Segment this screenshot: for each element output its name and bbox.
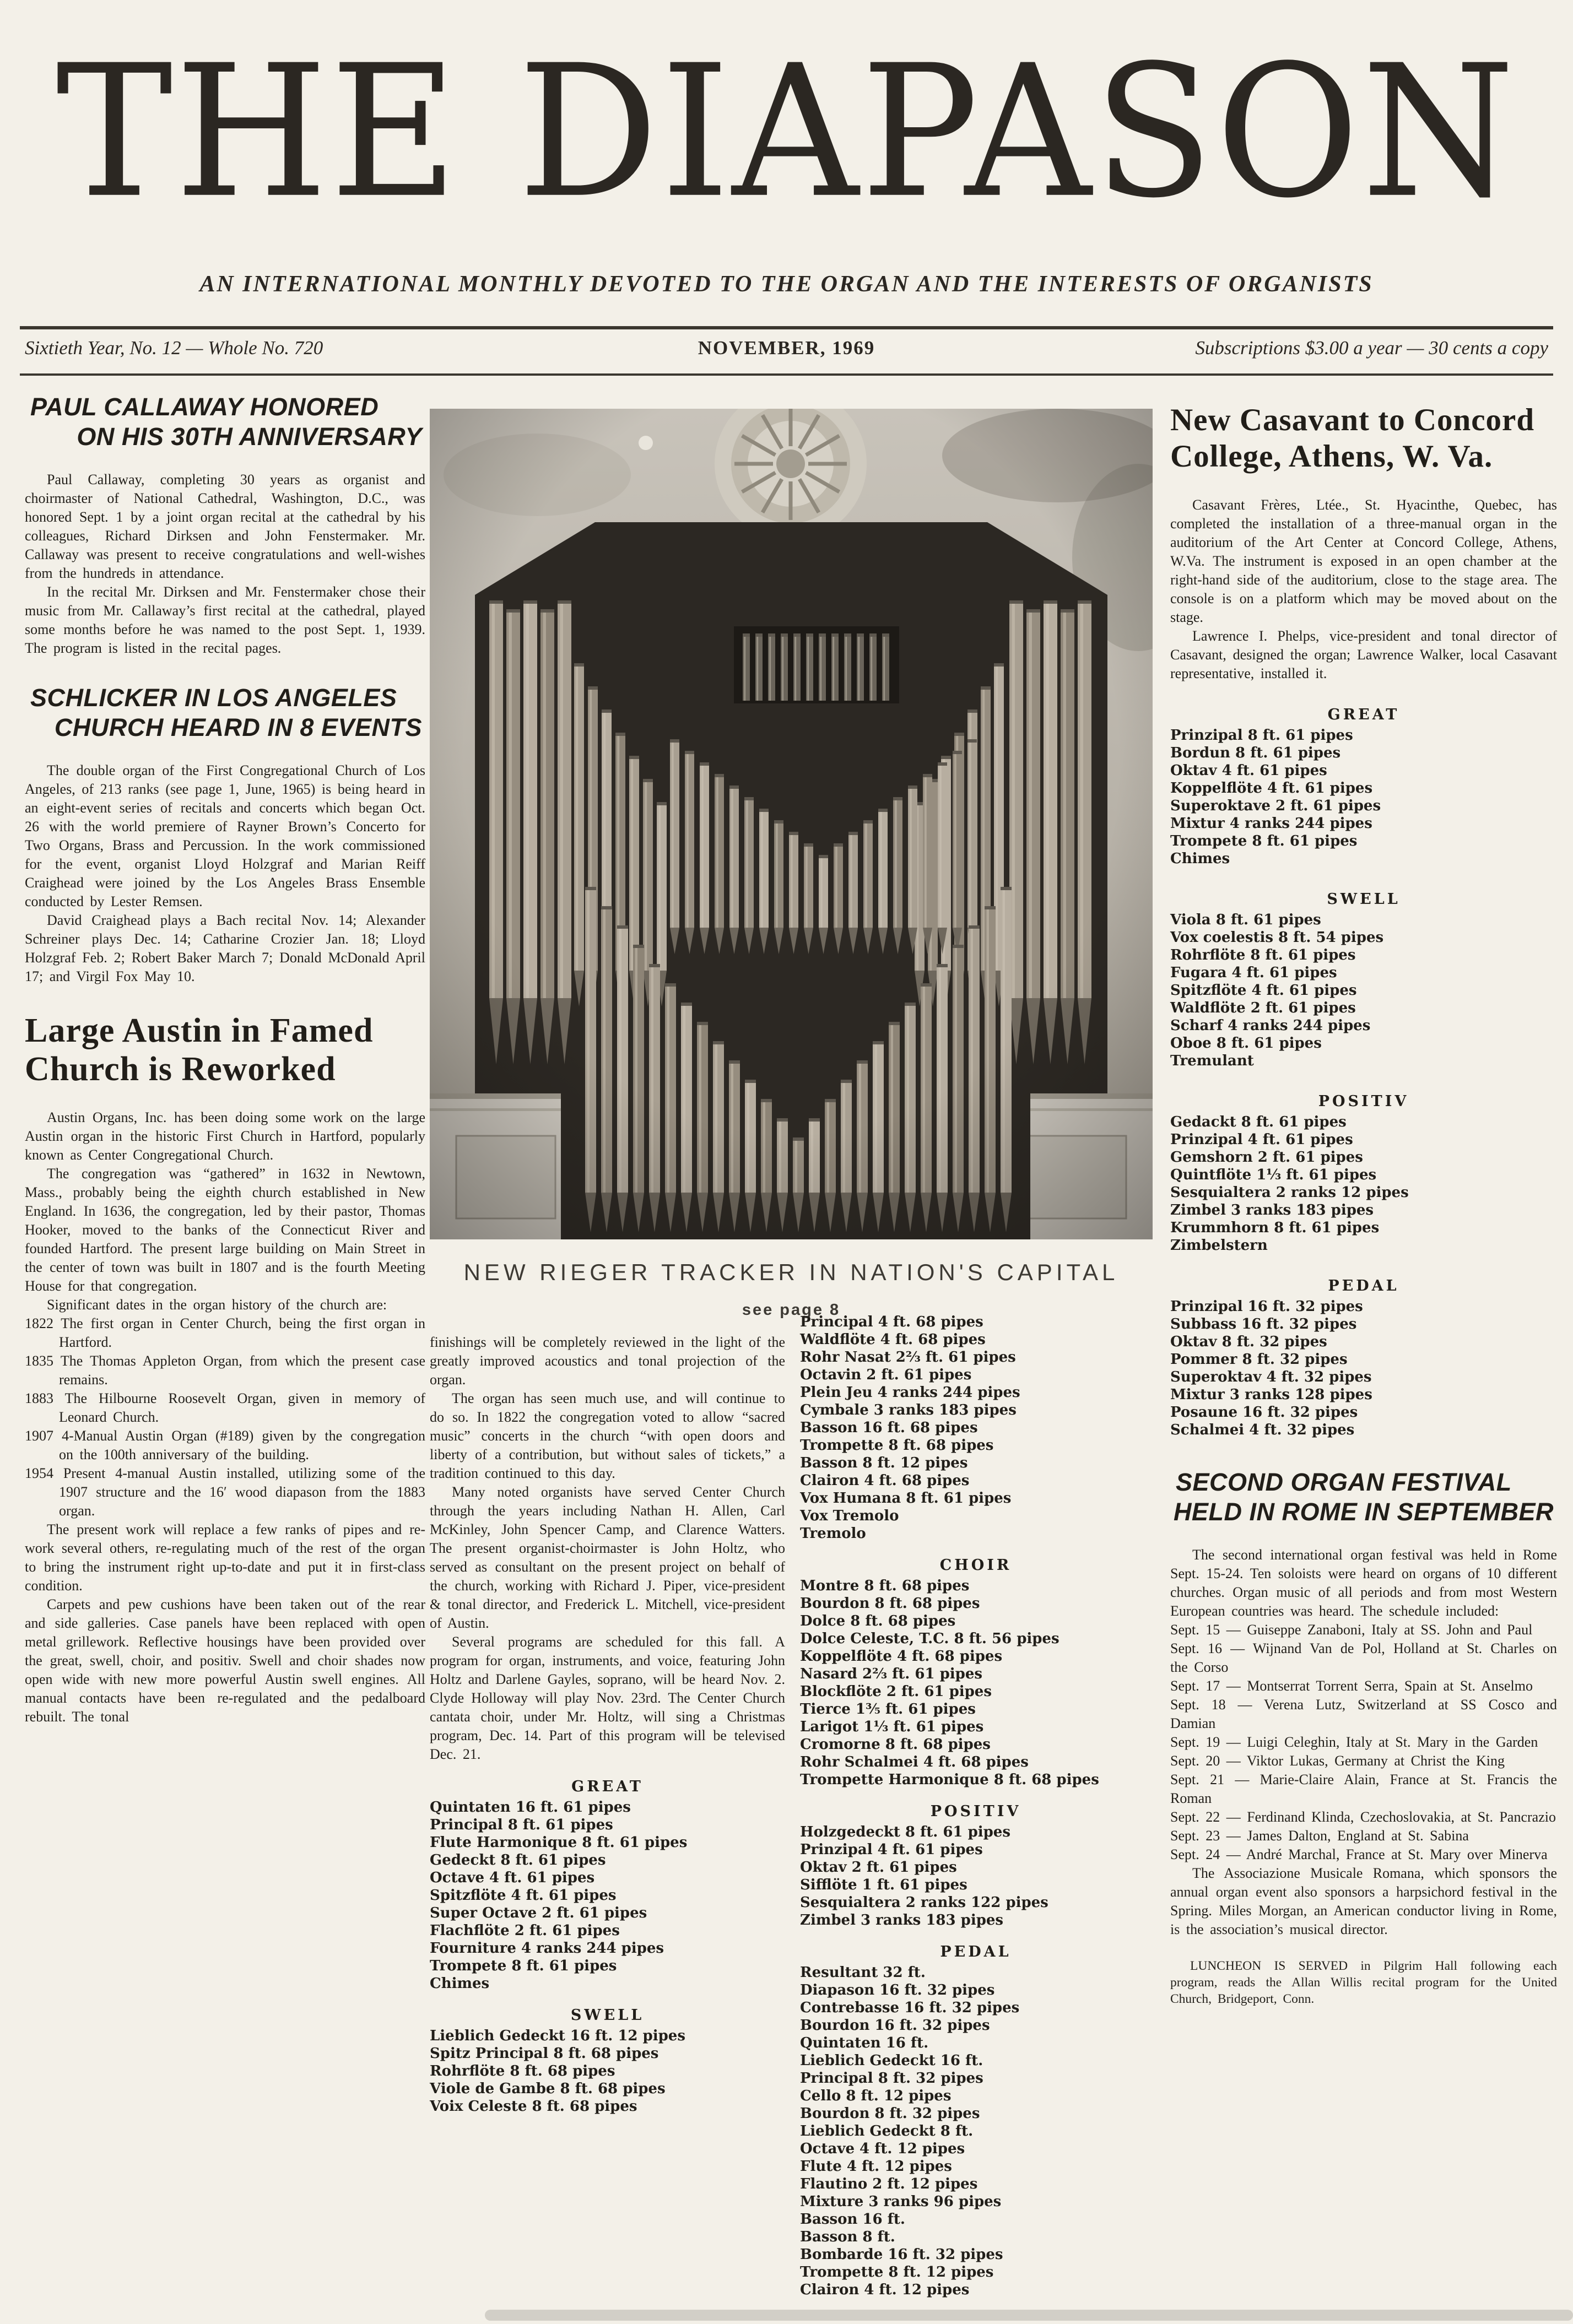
stops-list-pedal: [800, 1964, 1152, 2299]
stop-row: Trompete 8 ft. 61 pipes: [430, 1958, 617, 1974]
stop-row: Principal 4 ft. 68 pipes: [800, 1314, 983, 1330]
stop-row: Bourdon 8 ft. 68 pipes: [800, 1595, 980, 1612]
stop-group-label: SWELL: [1327, 891, 1401, 908]
paragraph: The organ has seen much use, and will continue to do so. In 1822 the congregation voted to allow “sacred music” concerts in the church “with open doors and liberty of a contribution, but without sales of tickets,” a tradition continued to this day.: [430, 1390, 785, 1481]
schedule-item: Sept. 16 — Wijnand Van de Pol, Holland at St. Charles on the Corso: [1170, 1640, 1557, 1675]
stop-row: Rohrflöte 8 ft. 61 pipes: [1170, 947, 1356, 963]
paragraph: finishings will be completely reviewed in the light of the greatly improved acoustics and tonal projection of the organ.: [430, 1334, 785, 1388]
stop-row: Zimbel 3 ranks 183 pipes: [1170, 1202, 1374, 1218]
stop-row: Vox coelestis 8 ft. 54 pipes: [1170, 929, 1384, 946]
stop-row: Chimes: [430, 1975, 490, 1992]
organ-photo-graphic: [430, 409, 1153, 1239]
stop-row: Oktav 4 ft. 61 pipes: [1170, 762, 1327, 779]
stops-list-positiv: [800, 1823, 1152, 1929]
stop-row: Octave 4 ft. 12 pipes: [800, 2141, 965, 2157]
date-item: 1907 4-Manual Austin Organ (#189) given by the congregation on the 100th anniversary of the building.: [25, 1428, 425, 1462]
scan-artifact: [485, 2310, 1573, 2321]
stop-row: Vox Tremolo: [800, 1508, 899, 1524]
stop-row: Dolce Celeste, T.C. 8 ft. 56 pipes: [800, 1630, 1060, 1647]
schedule-item: Sept. 18 — Verena Lutz, Switzerland at SS Cosco and Damian: [1170, 1697, 1557, 1731]
schedule-item: Sept. 19 — Luigi Celeghin, Italy at St. Mary in the Garden: [1170, 1734, 1538, 1750]
stops-list-choir: [800, 1577, 1152, 1789]
stop-row: Bombarde 16 ft. 32 pipes: [800, 2246, 1003, 2263]
schedule-item: Sept. 23 — James Dalton, England at St. Sabina: [1170, 1828, 1469, 1844]
stop-row: Diapason 16 ft. 32 pipes: [800, 1982, 995, 1998]
stop-row: Contrebasse 16 ft. 32 pipes: [800, 2000, 1020, 2016]
stop-row: Waldflöte 2 ft. 61 pipes: [1170, 1000, 1356, 1016]
stop-row: Oktav 8 ft. 32 pipes: [1170, 1334, 1327, 1350]
stop-row: Flachflöte 2 ft. 61 pipes: [430, 1922, 620, 1939]
divider-rule-bottom: [20, 373, 1553, 376]
column-1: [25, 392, 425, 1752]
paragraph: The congregation was “gathered” in 1632 in Newtown, Mass., probably being the eighth church established in New England. In 1636, the congregation, led by their pastor, Thomas Hooker, moved to the banks of the Connecticut River and founded Hartford. The present large building on Main Street in the center of town was built in 1807 and is the fourth Meeting House for that congregation.: [25, 1166, 425, 1294]
organ-photo: [430, 409, 1153, 1239]
stop-row: Schalmei 4 ft. 32 pipes: [1170, 1422, 1355, 1438]
article-headline: [25, 1011, 425, 1088]
paragraph: The double organ of the First Congregational Church of Los Angeles, of 213 ranks (see page 1, June, 1965) is being heard in an eight-event series of recitals and concerts which began Oct. 26 with the world premiere of Rayner Brown’s Concerto for Two Organs, Brass and Percussion. In the work commissioned for the event, organist Lloyd Holzgraf and Marian Reiff Craighead were joined by the Los Angeles Brass Ensemble conducted by Lester Remsen.: [25, 762, 425, 909]
stop-row: Larigot 1⅓ ft. 61 pipes: [800, 1719, 984, 1735]
date-item: 1883 The Hilbourne Roosevelt Organ, given in memory of Leonard Church.: [25, 1390, 425, 1425]
headline-line: Large Austin in Famed: [25, 1012, 374, 1049]
stop-row: Lieblich Gedeckt 16 ft.: [800, 2052, 983, 2069]
stop-row: Spitz Principal 8 ft. 68 pipes: [430, 2045, 659, 2062]
stop-row: Montre 8 ft. 68 pipes: [800, 1578, 970, 1594]
article-austin: [25, 1011, 425, 1726]
stop-row: Viola 8 ft. 61 pipes: [1170, 912, 1321, 928]
schedule-item: Sept. 17 — Montserrat Torrent Serra, Spain at St. Anselmo: [1170, 1678, 1533, 1694]
stops-list-pedal: [1170, 1298, 1557, 1439]
headline-line: Church is Reworked: [25, 1050, 336, 1088]
luncheon-note: [1170, 1958, 1557, 2007]
stop-row: Nasard 2⅔ ft. 61 pipes: [800, 1666, 983, 1682]
stop-row: Lieblich Gedeckt 8 ft.: [800, 2123, 974, 2139]
stop-row: Prinzipal 4 ft. 61 pipes: [800, 1841, 983, 1858]
stop-row: Clairon 4 ft. 68 pipes: [800, 1472, 970, 1489]
stop-row: Vox Humana 8 ft. 61 pipes: [800, 1490, 1012, 1507]
article-body: [1170, 1864, 1557, 1939]
column-4: [1170, 402, 1557, 2007]
stop-row: Plein Jeu 4 ranks 244 pipes: [800, 1384, 1020, 1401]
schedule-item: Sept. 22 — Ferdinand Klinda, Czechoslovakia, at St. Pancrazio: [1170, 1809, 1556, 1825]
issue-number: Sixtieth Year, No. 12 — Whole No. 720: [25, 337, 323, 359]
stop-group-label: POSITIV: [930, 1803, 1021, 1820]
stop-row: Basson 16 ft. 68 pipes: [800, 1420, 978, 1436]
stop-row: Scharf 4 ranks 244 pipes: [1170, 1017, 1371, 1034]
stop-row: Octavin 2 ft. 61 pipes: [800, 1367, 972, 1383]
paragraph: Casavant Frères, Ltée., St. Hyacinthe, Quebec, has completed the installation of a three-manual organ in the auditorium of the Art Center at Concord College, Athens, W.Va. The instrument is exposed in an open chamber at the right-hand side of the auditorium, close to the stage area. The console is on a platform which may be moved about on the stage.: [1170, 497, 1557, 625]
article-body: [25, 1108, 425, 1314]
stop-row: Dolce 8 ft. 68 pipes: [800, 1613, 956, 1629]
stop-row: Gemshorn 2 ft. 61 pipes: [1170, 1149, 1363, 1166]
stop-row: Quintaten 16 ft.: [800, 2035, 929, 2051]
stop-row: Sifflöte 1 ft. 61 pipes: [800, 1877, 967, 1893]
date-item: 1835 The Thomas Appleton Organ, from which the present case remains.: [25, 1353, 425, 1388]
stop-row: Rohr Nasat 2⅔ ft. 61 pipes: [800, 1349, 1016, 1366]
article-callaway: [25, 392, 425, 658]
stop-row: Tremulant: [1170, 1053, 1254, 1069]
stop-group-label: PEDAL: [940, 1943, 1012, 1960]
stop-row: Principal 8 ft. 32 pipes: [800, 2070, 983, 2087]
stop-row: Principal 8 ft. 61 pipes: [430, 1817, 613, 1833]
stop-row: Basson 8 ft.: [800, 2229, 895, 2245]
stop-row: Octave 4 ft. 61 pipes: [430, 1870, 595, 1886]
stop-group-label: CHOIR: [939, 1557, 1012, 1574]
article-headline: [1170, 402, 1557, 475]
caption-page-ref: see page 8: [742, 1301, 841, 1319]
article-body: [25, 761, 425, 986]
paragraph: The Associazione Musicale Romana, which sponsors the annual organ event also sponsors a harpsichord festival in the Spring. Miles Morgan, an American conductor living in Rome, is the association’s musical director.: [1170, 1865, 1557, 1937]
stop-row: Rohrflöte 8 ft. 68 pipes: [430, 2063, 615, 2079]
stop-row: Zimbel 3 ranks 183 pipes: [800, 1912, 1004, 1928]
headline-line: ON HIS 30TH ANNIVERSARY: [77, 422, 422, 451]
schedule-item: Sept. 21 — Marie-Claire Alain, France at St. Francis the Roman: [1170, 1772, 1557, 1806]
masthead-subtitle: AN INTERNATIONAL MONTHLY DEVOTED TO THE ORGAN AND THE INTERESTS OF ORGANISTS: [199, 272, 1374, 297]
stop-row: Fugara 4 ft. 61 pipes: [1170, 965, 1337, 981]
headline-line: PAUL CALLAWAY HONORED: [30, 393, 379, 421]
paragraph: The second international organ festival was held in Rome Sept. 15-24. Ten soloists were heard on organs of 10 different churches. Organ music of all periods and from most Western European countries was heard. The schedule included:: [1170, 1547, 1557, 1619]
article-headline: [25, 392, 425, 452]
stop-row: Superoktave 2 ft. 61 pipes: [1170, 798, 1381, 814]
stop-row: Krummhorn 8 ft. 61 pipes: [1170, 1220, 1380, 1236]
article-body: [1170, 496, 1557, 683]
stop-row: Lieblich Gedeckt 16 ft. 12 pipes: [430, 2028, 685, 2044]
stop-row: Voix Celeste 8 ft. 68 pipes: [430, 2098, 637, 2115]
stop-row: Sesquialtera 2 ranks 12 pipes: [1170, 1184, 1409, 1201]
stop-row: Spitzflöte 4 ft. 61 pipes: [430, 1887, 617, 1904]
organ-history-dates: [25, 1314, 425, 1520]
stop-row: Tremolo: [800, 1525, 866, 1542]
photo-caption: [430, 1259, 1153, 1319]
date-item: 1954 Present 4-manual Austin installed, utilizing some of the 1907 structure and the 16′ wood diapason from the 1883 organ.: [25, 1465, 425, 1519]
paragraph: Lawrence I. Phelps, vice-president and tonal director of Casavant, designed the organ; Lawrence Walker, local Casavant representative, installed it.: [1170, 628, 1557, 681]
paragraph: Paul Callaway, completing 30 years as organist and choirmaster of National Cathedral, Washington, D.C., was honored Sept. 1 by a joint organ recital at the cathedral by his colleagues, Richard Dirksen and John Fenstermaker. Mr. Callaway was present to receive congratulations and well-wishes from the hundreds in attendance.: [25, 472, 425, 581]
stop-row: Viole de Gambe 8 ft. 68 pipes: [430, 2081, 666, 2097]
column-2: [430, 1333, 785, 2115]
schedule-item: Sept. 24 — André Marchal, France at St. Mary over Minerva: [1170, 1846, 1548, 1862]
stop-row: Gedeckt 8 ft. 61 pipes: [430, 1852, 606, 1868]
paragraph: Austin Organs, Inc. has been doing some work on the large Austin organ in the historic First Church in Hartford, popularly known as Center Congregational Church.: [25, 1109, 425, 1163]
stop-row: Flute Harmonique 8 ft. 61 pipes: [430, 1834, 688, 1851]
stop-row: Chimes: [1170, 850, 1230, 867]
stop-row: Koppelflöte 4 ft. 61 pipes: [1170, 780, 1373, 797]
stop-row: Basson 16 ft.: [800, 2211, 905, 2228]
stop-row: Holzgedeckt 8 ft. 61 pipes: [800, 1824, 1010, 1840]
stops-list-great: [1170, 727, 1557, 868]
stop-row: Flute 4 ft. 12 pipes: [800, 2158, 952, 2175]
stop-row: Trompete 8 ft. 61 pipes: [1170, 833, 1358, 849]
stops-list-great: [430, 1798, 785, 1992]
stop-row: Bourdon 8 ft. 32 pipes: [800, 2105, 980, 2122]
article-body: [25, 470, 425, 658]
stop-row: Clairon 4 ft. 12 pipes: [800, 2282, 970, 2298]
caption-text: NEW RIEGER TRACKER IN NATION'S CAPITAL: [463, 1259, 1119, 1285]
headline-line: HELD IN ROME IN SEPTEMBER: [1173, 1498, 1554, 1526]
divider-rule-top: [20, 326, 1553, 329]
stop-row: Bordun 8 ft. 61 pipes: [1170, 745, 1341, 761]
paragraph: Significant dates in the organ history of the church are:: [47, 1297, 387, 1313]
stop-row: Quintflöte 1⅓ ft. 61 pipes: [1170, 1167, 1377, 1183]
paragraph: The present work will replace a few ranks of pipes and re-work several others, re-regulating much of the rest of the organ to bring the instrument right up-to-date and put it in first-class condition.: [25, 1521, 425, 1594]
date-item: 1822 The first organ in Center Church, being the first organ in Hartford.: [25, 1315, 425, 1350]
stop-group-label: GREAT: [571, 1778, 644, 1795]
stops-list-positiv: [1170, 1113, 1557, 1254]
headline-line: SCHLICKER IN LOS ANGELES: [30, 684, 397, 712]
stop-row: Trompette 8 ft. 12 pipes: [800, 2264, 994, 2280]
stop-row: Cromorne 8 ft. 68 pipes: [800, 1736, 991, 1753]
stop-row: Mixture 3 ranks 96 pipes: [800, 2193, 1002, 2210]
headline-line: SECOND ORGAN FESTIVAL: [1176, 1468, 1512, 1496]
subscription-info: Subscriptions $3.00 a year — 30 cents a copy: [1195, 337, 1548, 359]
stop-row: Rohr Schalmei 4 ft. 68 pipes: [800, 1754, 1029, 1770]
stop-row: Koppelflöte 4 ft. 68 pipes: [800, 1648, 1003, 1665]
stop-row: Fourniture 4 ranks 244 pipes: [430, 1940, 664, 1957]
stop-row: Mixtur 3 ranks 128 pipes: [1170, 1386, 1372, 1403]
festival-schedule: [1170, 1621, 1557, 1864]
stops-list-swell: [1170, 911, 1557, 1070]
stops-list-swell-continued: [800, 1313, 1152, 1542]
stop-row: Tierce 1⅗ ft. 61 pipes: [800, 1701, 976, 1718]
headline-line: CHURCH HEARD IN 8 EVENTS: [54, 713, 422, 741]
schedule-item: Sept. 20 — Viktor Lukas, Germany at Christ the King: [1170, 1753, 1505, 1769]
stop-row: Resultant 32 ft.: [800, 1964, 926, 1981]
stop-row: Basson 8 ft. 12 pipes: [800, 1455, 968, 1471]
stop-row: Prinzipal 16 ft. 32 pipes: [1170, 1298, 1363, 1315]
paragraph: In the recital Mr. Dirksen and Mr. Fenstermaker chose their music from Mr. Callaway’s first recital at the cathedral, played some months before he was named to the post Sept. 1, 1939. The program is listed in the recital pages.: [25, 584, 425, 656]
stop-row: Zimbelstern: [1170, 1237, 1268, 1254]
stop-row: Posaune 16 ft. 32 pipes: [1170, 1404, 1358, 1421]
article-schlicker: [25, 683, 425, 986]
stop-row: Oktav 2 ft. 61 pipes: [800, 1859, 957, 1876]
stop-row: Mixtur 4 ranks 244 pipes: [1170, 815, 1372, 832]
stop-row: Subbass 16 ft. 32 pipes: [1170, 1316, 1357, 1332]
stop-row: Prinzipal 8 ft. 61 pipes: [1170, 727, 1353, 744]
stop-row: Flautino 2 ft. 12 pipes: [800, 2176, 978, 2192]
article-casavant: [1170, 402, 1557, 683]
article-body: [25, 1520, 425, 1726]
stop-row: Spitzflöte 4 ft. 61 pipes: [1170, 982, 1357, 999]
stop-group-label: GREAT: [1327, 706, 1400, 723]
stop-row: Cello 8 ft. 12 pipes: [800, 2088, 952, 2104]
stop-row: Trompette 8 ft. 68 pipes: [800, 1437, 994, 1454]
paragraph: David Craighead plays a Bach recital Nov. 14; Alexander Schreiner plays Dec. 14; Catharine Crozier Jan. 18; Lloyd Holzgraf Feb. 2; Robert Baker March 7; Donald McDonald April 17; and Virgil Fox May 10.: [25, 912, 425, 984]
issue-date: NOVEMBER, 1969: [698, 337, 875, 359]
dateline: [25, 337, 1548, 359]
stop-group-label: PEDAL: [1328, 1277, 1399, 1294]
stop-row: Pommer 8 ft. 32 pipes: [1170, 1351, 1348, 1368]
stop-row: Waldflöte 4 ft. 68 pipes: [800, 1331, 986, 1348]
paragraph: Several programs are scheduled for this fall. A program for organ, instruments, and voice, featuring John Holtz and Darlene Gayles, soprano, will be heard Nov. 2. Clyde Holloway will play Nov. 23rd. The Center Church cantata choir, under Mr. Holtz, will sing a Christmas program, Dec. 14. Part of this program will be televised Dec. 21.: [430, 1634, 785, 1762]
stop-row: Trompette Harmonique 8 ft. 68 pipes: [800, 1772, 1099, 1788]
stop-row: Superoktav 4 ft. 32 pipes: [1170, 1369, 1372, 1385]
article-body: [430, 1389, 785, 1764]
article-body: [1170, 1546, 1557, 1621]
stop-group-label: POSITIV: [1318, 1093, 1409, 1110]
headline-line: College, Athens, W. Va.: [1170, 439, 1493, 474]
note-text: LUNCHEON IS SERVED in Pilgrim Hall following each program, reads the Allan Willis recital program for the United Church, Bridgeport, Conn.: [1170, 1959, 1557, 2006]
paragraph: Many noted organists have served Center Church through the years including Nathan H. Allen, Carl McKinley, John Spencer Camp, and Clarence Watters. The present organist-choirmaster is John Holtz, who served as consultant on the present project on behalf of the church, working with Richard J. Piper, vice-president & tonal director, and Frederick L. Mitchell, vice-president of Austin.: [430, 1484, 785, 1631]
stop-row: Gedackt 8 ft. 61 pipes: [1170, 1114, 1347, 1130]
headline-line: New Casavant to Concord: [1170, 403, 1535, 437]
stop-row: Super Octave 2 ft. 61 pipes: [430, 1905, 647, 1921]
column-3: [800, 1313, 1152, 2299]
article-headline: [25, 683, 425, 743]
stop-row: Blockflöte 2 ft. 61 pipes: [800, 1683, 992, 1700]
paragraph: Carpets and pew cushions have been taken out of the rear and side galleries. Case panels have been replaced with open metal grillework. Reflective housings have been provided over the great, swell, choir, and positiv. Swell and choir shades now open wide with new more powerful Austin swell engines. All manual contacts have been re-regulated and the pedalboard rebuilt. The tonal: [25, 1596, 425, 1725]
stops-list-swell: [430, 2027, 785, 2115]
stop-row: Quintaten 16 ft. 61 pipes: [430, 1799, 631, 1816]
article-headline: [1170, 1467, 1557, 1527]
schedule-item: Sept. 15 — Guiseppe Zanaboni, Italy at SS. John and Paul: [1170, 1622, 1533, 1638]
stop-group-label: SWELL: [570, 2007, 645, 2024]
stop-row: Bourdon 16 ft. 32 pipes: [800, 2017, 990, 2034]
masthead-title: THE DIAPASON: [56, 25, 1517, 238]
stop-row: Sesquialtera 2 ranks 122 pipes: [800, 1894, 1048, 1911]
stop-row: Cymbale 3 ranks 183 pipes: [800, 1402, 1017, 1418]
stop-row: Prinzipal 4 ft. 61 pipes: [1170, 1131, 1353, 1148]
stop-row: Oboe 8 ft. 61 pipes: [1170, 1035, 1322, 1052]
